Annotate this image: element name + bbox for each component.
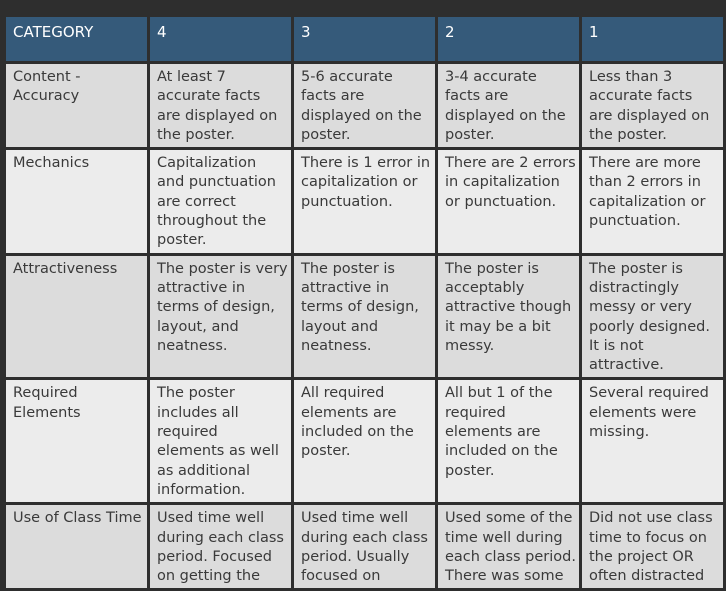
header-score-2: 2 bbox=[438, 17, 579, 61]
cell-score-1: Less than 3 accurate facts are displayed on the poster. bbox=[582, 64, 723, 147]
header-category: CATEGORY bbox=[6, 17, 147, 61]
table-row bbox=[6, 256, 723, 378]
cell-score-2: All but 1 of the required elements are included on the poster. bbox=[438, 380, 579, 502]
row-category: Required Elements bbox=[6, 380, 147, 502]
cell-score-2: The poster is acceptably attractive though it may be a bit messy. bbox=[438, 256, 579, 378]
table-row bbox=[6, 64, 723, 147]
cell-score-4: The poster is very attractive in terms of design, layout, and neatness. bbox=[150, 256, 291, 378]
cell-score-1: Several required elements were missing. bbox=[582, 380, 723, 502]
cell-score-2: Used some of the time well during each class period. There was some bbox=[438, 505, 579, 588]
cell-score-1: The poster is distractingly messy or very poorly designed. It is not attractive. bbox=[582, 256, 723, 378]
table-row bbox=[6, 380, 723, 502]
header-score-4: 4 bbox=[150, 17, 291, 61]
cell-score-1: Did not use class time to focus on the project OR often distracted bbox=[582, 505, 723, 588]
header-score-3: 3 bbox=[294, 17, 435, 61]
cell-score-4: At least 7 accurate facts are displayed on the poster. bbox=[150, 64, 291, 147]
table-header-row bbox=[6, 17, 723, 61]
row-category: Attractiveness bbox=[6, 256, 147, 378]
cell-score-3: Used time well during each class period. Usually focused on bbox=[294, 505, 435, 588]
cell-score-3: The poster is attractive in terms of design, layout and neatness. bbox=[294, 256, 435, 378]
cell-score-3: There is 1 error in capitalization or punctuation. bbox=[294, 150, 435, 252]
cell-score-3: 5-6 accurate facts are displayed on the poster. bbox=[294, 64, 435, 147]
cell-score-2: There are 2 errors in capitalization or punctuation. bbox=[438, 150, 579, 252]
rubric-table bbox=[3, 14, 726, 591]
cell-score-4: Used time well during each class period. Focused on getting the bbox=[150, 505, 291, 588]
cell-score-4: Capitalization and punctuation are correct throughout the poster. bbox=[150, 150, 291, 252]
table-row bbox=[6, 150, 723, 252]
cell-score-2: 3-4 accurate facts are displayed on the poster. bbox=[438, 64, 579, 147]
cell-score-4: The poster includes all required elements as well as additional information. bbox=[150, 380, 291, 502]
row-category: Content - Accuracy bbox=[6, 64, 147, 147]
cell-score-3: All required elements are included on the poster. bbox=[294, 380, 435, 502]
row-category: Mechanics bbox=[6, 150, 147, 252]
table-row bbox=[6, 505, 723, 588]
cell-score-1: There are more than 2 errors in capitalization or punctuation. bbox=[582, 150, 723, 252]
row-category: Use of Class Time bbox=[6, 505, 147, 588]
header-score-1: 1 bbox=[582, 17, 723, 61]
